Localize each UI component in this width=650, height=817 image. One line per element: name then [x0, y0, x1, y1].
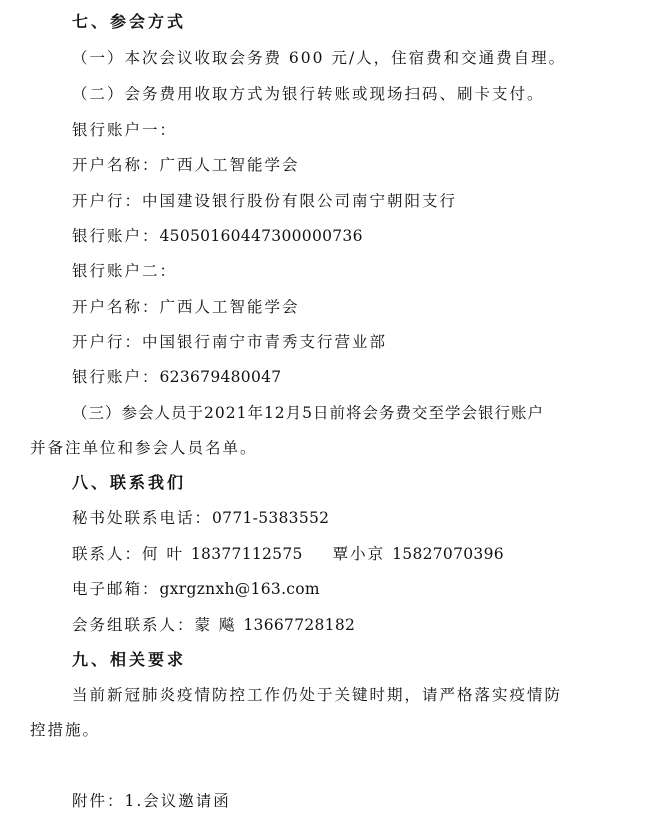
attachment-label: 附件：	[72, 792, 125, 810]
email-link[interactable]: gxrgznxh@163.com	[159, 580, 320, 598]
bank-1-bank: 中国建设银行股份有限公司南宁朝阳支行	[142, 192, 458, 210]
group-contact-phone: 13667728182	[243, 616, 356, 634]
bank-1-name-label: 开户名称：	[72, 156, 160, 174]
bank-2-name-label: 开户名称：	[72, 298, 160, 316]
secretary-phone: 0771-5383552	[212, 509, 330, 527]
section-9-heading: 九、相关要求	[72, 650, 187, 669]
bank-1-account-label: 银行账户：	[72, 227, 160, 245]
bank-2-name-row	[72, 296, 300, 318]
bank-1-account: 45050160447300000736	[159, 227, 363, 245]
bank-2-account-row	[72, 366, 281, 388]
bank-1-title: 银行账户一：	[72, 121, 178, 139]
attachment-item: 1.会议邀请函	[124, 792, 231, 810]
section-9-text-line-2: 控措施。	[30, 721, 101, 739]
section-8-heading: 八、联系我们	[72, 473, 187, 492]
section-7-item-1: （一）本次会议收取会务费 600 元/人，住宿费和交通费自理。	[72, 49, 567, 67]
section-9-text-line-1: 当前新冠肺炎疫情防控工作仍处于关键时期，请严格落实疫情防	[72, 686, 563, 704]
section-7-heading: 七、参会方式	[72, 12, 187, 31]
contacts-row	[72, 543, 504, 565]
contact-2-phone: 15827070396	[392, 545, 504, 563]
bank-2-name: 广西人工智能学会	[159, 298, 300, 316]
group-contact-row	[72, 614, 355, 636]
section-7-item-3-line-1: （三）参会人员于2021年12月5日前将会务费交至学会银行账户	[72, 404, 545, 422]
email-label: 电子邮箱：	[72, 580, 160, 598]
bank-1-account-row	[72, 225, 363, 247]
bank-2-bank-row	[72, 331, 387, 353]
attachment-row	[72, 790, 231, 812]
group-contact-name: 蒙 飚	[194, 616, 237, 634]
secretary-phone-label: 秘书处联系电话：	[72, 509, 213, 527]
bank-1-name-row	[72, 154, 300, 176]
contact-label: 联系人：	[72, 545, 143, 563]
bank-1-bank-label: 开户行：	[72, 192, 143, 210]
bank-2-account-label: 银行账户：	[72, 368, 160, 386]
bank-1-bank-row	[72, 190, 457, 212]
bank-2-bank-label: 开户行：	[72, 333, 143, 351]
section-7-item-3-line-2: 并备注单位和参会人员名单。	[30, 439, 258, 457]
contact-2-name: 覃小京	[332, 545, 386, 563]
contact-1-phone: 18377112575	[190, 545, 303, 563]
bank-2-bank: 中国银行南宁市青秀支行营业部	[142, 333, 388, 351]
section-7-item-2: （二）会务费用收取方式为银行转账或现场扫码、刷卡支付。	[72, 85, 545, 103]
group-contact-label: 会务组联系人：	[72, 616, 195, 634]
contact-1-name: 何 叶	[142, 545, 184, 563]
bank-2-account: 623679480047	[159, 368, 282, 386]
secretary-phone-row	[72, 507, 329, 529]
email-row	[72, 578, 320, 600]
bank-1-name: 广西人工智能学会	[159, 156, 300, 174]
bank-2-title: 银行账户二：	[72, 262, 178, 280]
